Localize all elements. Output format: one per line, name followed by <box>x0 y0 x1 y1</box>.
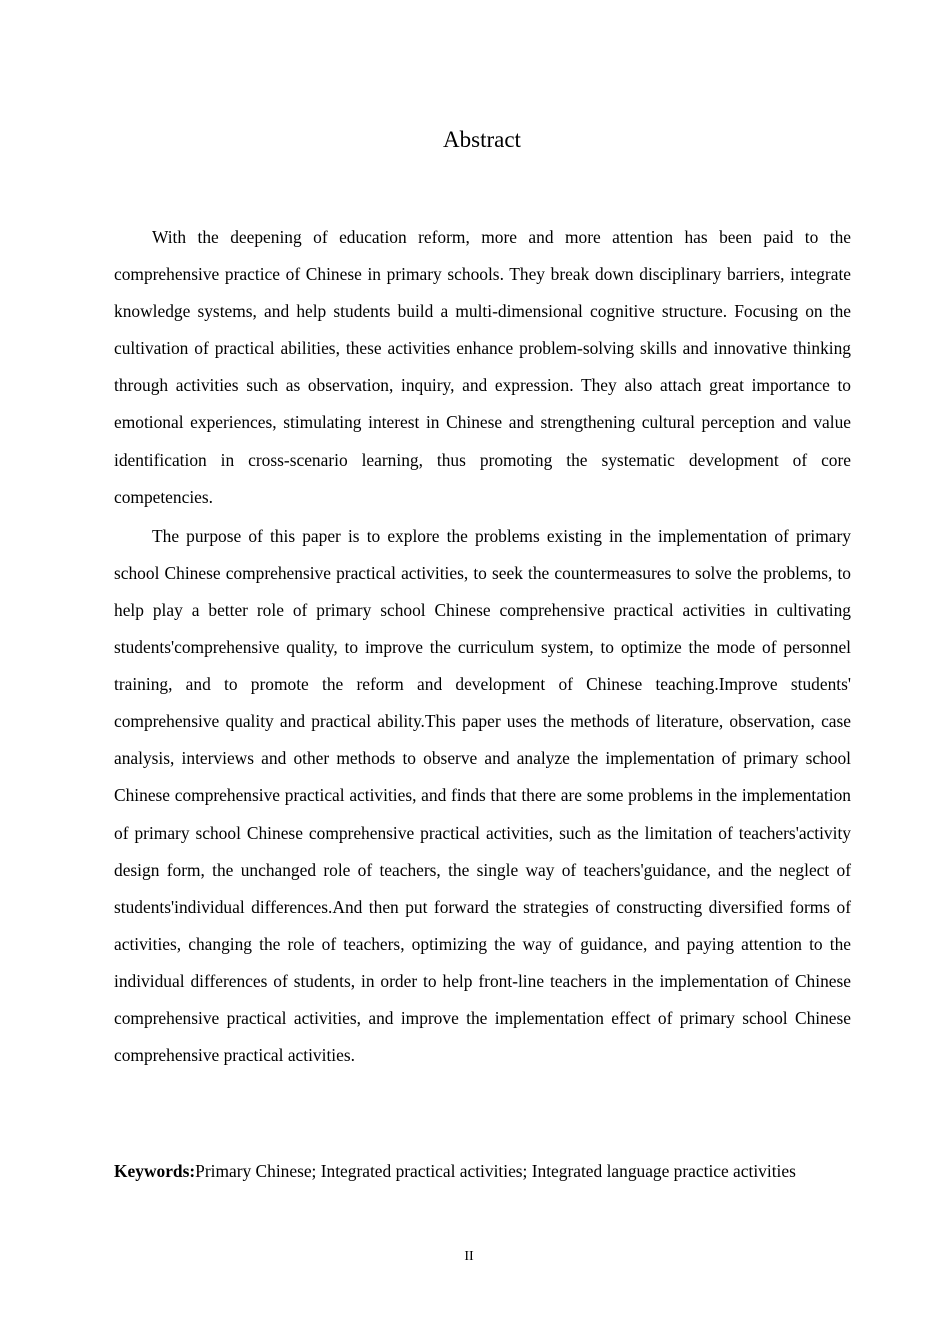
abstract-paragraph-2: The purpose of this paper is to explore the problems existing in the implementation of primary school Chinese comprehensive practical activities, to seek the countermeasures to solve the problems, to help play a better role of primary school Chinese comprehensive practical activities in cultivating students'comprehensive quality, to improve the curriculum system, to optimize the mode of personnel training, and to promote the reform and development of Chinese teaching.Improve students' comprehensive quality and practical ability.This paper uses the methods of literature, observation, case analysis, interviews and other methods to observe and analyze the implementation of primary school Chinese comprehensive practical activities, and finds that there are some problems in the implementation of primary school Chinese comprehensive practical activities, such as the limitation of teachers'activity design form, the unchanged role of teachers, the single way of teachers'guidance, and the neglect of students'individual differences.And then put forward the strategies of constructing diversified forms of activities, changing the role of teachers, optimizing the way of guidance, and paying attention to the individual differences of students, in order to help front-line teachers in the implementation of Chinese comprehensive practical activities, and improve the implementation effect of primary school Chinese comprehensive practical activities. <box>114 525 851 1066</box>
keywords-text: Primary Chinese; Integrated practical activities; Integrated language practice activities <box>195 1161 796 1181</box>
abstract-body <box>114 219 851 1074</box>
abstract-paragraph-1: With the deepening of education reform, more and more attention has been paid to the comprehensive practice of Chinese in primary schools. They break down disciplinary barriers, integrate knowledge systems, and help students build a multi-dimensional cognitive structure. Focusing on the cultivation of practical abilities, these activities enhance problem-solving skills and innovative thinking through activities such as observation, inquiry, and expression. They also attach great importance to emotional experiences, stimulating interest in Chinese and strengthening cultural perception and value identification in cross-scenario learning, thus promoting the systematic development of core competencies. <box>114 227 851 507</box>
keywords-label: Keywords: <box>114 1161 196 1181</box>
keywords-line <box>114 1154 851 1188</box>
page-number: II <box>464 1249 474 1264</box>
page-title: Abstract <box>443 127 521 152</box>
